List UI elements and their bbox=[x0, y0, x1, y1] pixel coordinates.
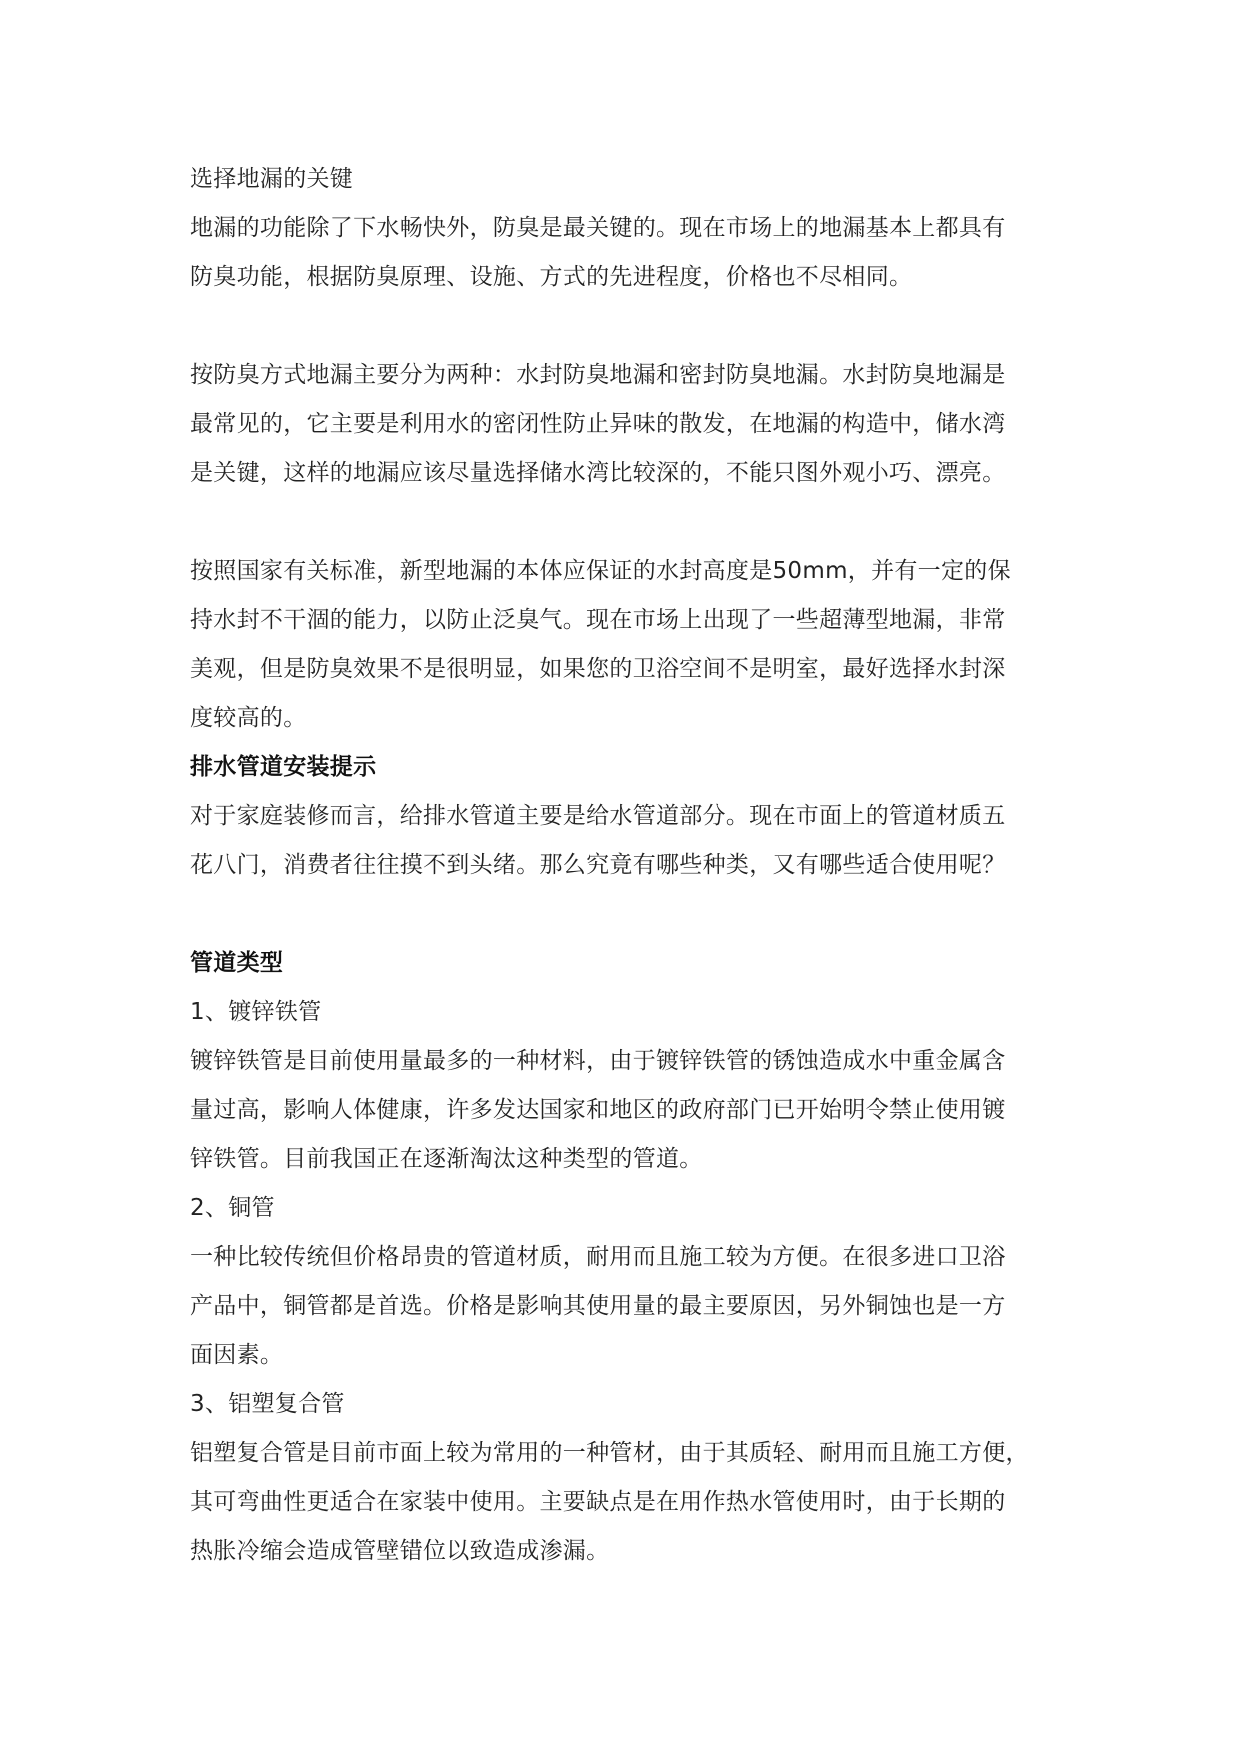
paragraph-line: 铝塑复合管是目前市面上较为常用的一种管材，由于其质轻、耐用而且施工方便， bbox=[190, 1440, 1029, 1466]
list-item-title: 1、镀锌铁管 bbox=[190, 999, 322, 1025]
paragraph-line: 地漏的功能除了下水畅快外，防臭是最关键的。现在市场上的地漏基本上都具有 bbox=[190, 215, 1006, 241]
document-page bbox=[190, 155, 1062, 1576]
paragraph-line: 美观，但是防臭效果不是很明显，如果您的卫浴空间不是明室，最好选择水封深 bbox=[190, 656, 1006, 682]
paragraph-gap bbox=[190, 890, 1062, 939]
paragraph-line: 持水封不干涸的能力，以防止泛臭气。现在市场上出现了一些超薄型地漏，非常 bbox=[190, 607, 1006, 633]
list-item-title: 3、铝塑复合管 bbox=[190, 1391, 345, 1417]
paragraph-line: 最常见的，它主要是利用水的密闭性防止异味的散发，在地漏的构造中，储水湾 bbox=[190, 411, 1006, 437]
paragraph-line: 产品中，铜管都是首选。价格是影响其使用量的最主要原因，另外铜蚀也是一方 bbox=[190, 1293, 1006, 1319]
paragraph-line: 按防臭方式地漏主要分为两种：水封防臭地漏和密封防臭地漏。水封防臭地漏是 bbox=[190, 362, 1006, 388]
paragraph-line: 对于家庭装修而言，给排水管道主要是给水管道部分。现在市面上的管道材质五 bbox=[190, 803, 1006, 829]
paragraph-line: 一种比较传统但价格昂贵的管道材质，耐用而且施工较为方便。在很多进口卫浴 bbox=[190, 1244, 1006, 1270]
paragraph-line: 其可弯曲性更适合在家装中使用。主要缺点是在用作热水管使用时，由于长期的 bbox=[190, 1489, 1006, 1515]
section-heading: 管道类型 bbox=[190, 950, 284, 976]
paragraph-gap bbox=[190, 302, 1062, 351]
list-item-title: 2、铜管 bbox=[190, 1195, 275, 1221]
paragraph-line: 防臭功能，根据防臭原理、设施、方式的先进程度，价格也不尽相同。 bbox=[190, 264, 913, 290]
paragraph-line: 量过高，影响人体健康，许多发达国家和地区的政府部门已开始明令禁止使用镀 bbox=[190, 1097, 1006, 1123]
paragraph-line: 花八门，消费者往往摸不到头绪。那么究竟有哪些种类，又有哪些适合使用呢？ bbox=[190, 852, 1006, 878]
paragraph-line: 按照国家有关标准，新型地漏的本体应保证的水封高度是50mm，并有一定的保 bbox=[190, 558, 1011, 584]
paragraph-line: 热胀冷缩会造成管壁错位以致造成渗漏。 bbox=[190, 1538, 610, 1564]
paragraph-line: 是关键，这样的地漏应该尽量选择储水湾比较深的，不能只图外观小巧、漂亮。 bbox=[190, 460, 1006, 486]
paragraph-gap bbox=[190, 498, 1062, 547]
paragraph-line: 度较高的。 bbox=[190, 705, 307, 731]
paragraph-line: 锌铁管。目前我国正在逐渐淘汰这种类型的管道。 bbox=[190, 1146, 703, 1172]
section-title: 选择地漏的关键 bbox=[190, 166, 354, 192]
section-heading: 排水管道安装提示 bbox=[190, 754, 377, 780]
paragraph-line: 面因素。 bbox=[190, 1342, 284, 1368]
paragraph-line: 镀锌铁管是目前使用量最多的一种材料，由于镀锌铁管的锈蚀造成水中重金属含 bbox=[190, 1048, 1006, 1074]
